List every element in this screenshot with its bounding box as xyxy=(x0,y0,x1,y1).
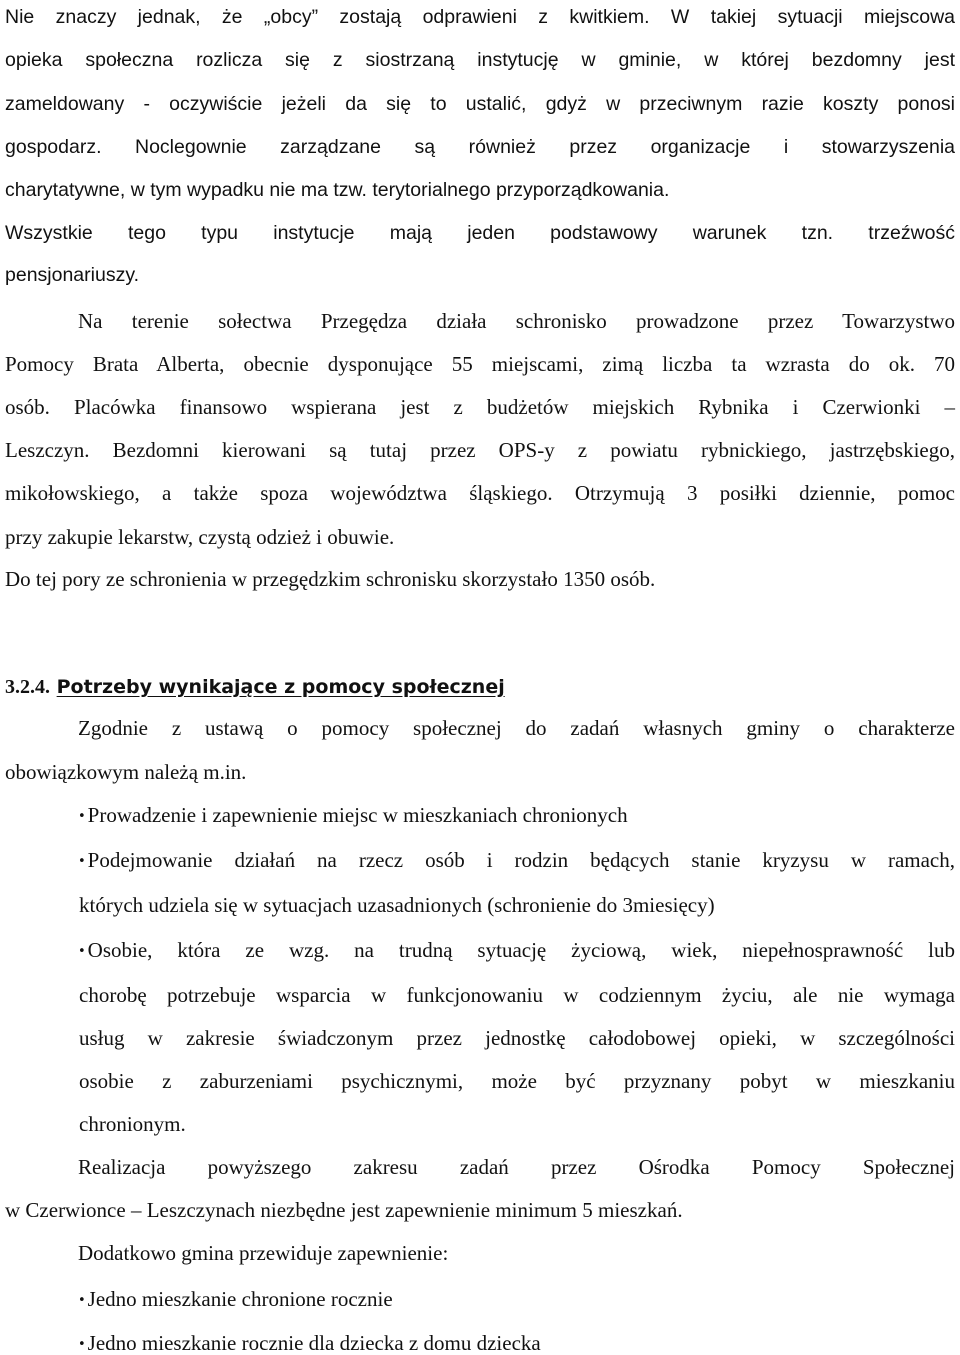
bullet-item-3-continuation-1: chorobę potrzebuje wsparcia w funkcjonowaniu w codziennym życiu, ale nie wymaga xyxy=(79,983,955,1007)
paragraph-a-line-1: Nie znaczy jednak, że „obcy” zostają odprawieni z kwitkiem. W takiej sytuacji miejscowa xyxy=(5,6,955,28)
bullet-icon: • xyxy=(78,1337,86,1352)
realization-line-1: Realizacja powyższego zakresu zadań przez Ośrodka Pomocy Społecznej xyxy=(78,1155,955,1179)
bullet-item-3 xyxy=(78,940,955,961)
additional-lead: Dodatkowo gmina przewiduje zapewnienie: xyxy=(78,1241,449,1265)
paragraph-b-line-7: Do tej pory ze schronienia w przegędzkim schronisku skorzystało 1350 osób. xyxy=(5,567,656,591)
paragraph-a-line-5: charytatywne, w tym wypadku nie ma tzw. terytorialnego przyporządkowania. xyxy=(5,179,670,201)
additional-item-2 xyxy=(78,1333,955,1354)
paragraph-b-line-5: mikołowskiego, a także spoza województwa śląskiego. Otrzymują 3 posiłki dziennie, pomoc xyxy=(5,481,955,505)
intro-line-1: Zgodnie z ustawą o pomocy społecznej do zadań własnych gminy o charakterze xyxy=(78,716,955,740)
bullet-icon: • xyxy=(78,809,86,824)
paragraph-b-line-1: Na terenie sołectwa Przegędza działa schronisko prowadzone przez Towarzystwo xyxy=(78,309,955,333)
paragraph-a-line-4: gospodarz. Noclegownie zarządzane są również przez organizacje i stowarzyszenia xyxy=(5,136,955,158)
bullet-item-3-continuation-3: osobie z zaburzeniami psychicznymi, może być przyznany pobyt w mieszkaniu xyxy=(79,1069,955,1093)
additional-item-1-text: Jedno mieszkanie chronione rocznie xyxy=(87,1287,393,1311)
intro-line-2: obowiązkowym należą m.in. xyxy=(5,760,247,784)
bullet-item-3-continuation-4: chronionym. xyxy=(79,1112,186,1136)
bullet-item-1 xyxy=(78,805,955,826)
section-number: 3.2.4. xyxy=(5,676,50,698)
bullet-item-2-text: Podejmowanie działań na rzecz osób i rodzin będących stanie kryzysu w ramach, xyxy=(87,848,955,872)
bullet-item-3-text: Osobie, która ze wzg. na trudną sytuację życiową, wiek, niepełnosprawność lub xyxy=(87,938,955,962)
paragraph-a-line-2: opieka społeczna rozlicza się z siostrzaną instytucję w gminie, w której bezdomny jest xyxy=(5,49,955,71)
bullet-item-1-text: Prowadzenie i zapewnienie miejsc w mieszkaniach chronionych xyxy=(87,803,628,827)
paragraph-a-line-3: zameldowany - oczywiście jeżeli da się to ustalić, gdyż w przeciwnym razie koszty ponosi xyxy=(5,93,955,115)
bullet-icon: • xyxy=(78,944,86,959)
bullet-icon: • xyxy=(78,854,86,869)
additional-item-1 xyxy=(78,1289,955,1310)
bullet-item-2 xyxy=(78,850,955,871)
bullet-item-3-continuation-2: usług w zakresie świadczonym przez jednostkę całodobowej opieki, w szczególności xyxy=(79,1026,955,1050)
additional-item-2-text: Jedno mieszkanie rocznie dla dziecka z domu dziecka xyxy=(87,1331,541,1355)
bullet-icon: • xyxy=(78,1293,86,1308)
bullet-item-2-continuation-1: których udziela się w sytuacjach uzasadnionych (schronienie do 3miesięcy) xyxy=(79,893,715,917)
paragraph-b-line-2: Pomocy Brata Alberta, obecnie dysponujące 55 miejscami, zimą liczba ta wzrasta do ok. 70 xyxy=(5,352,955,376)
section-heading xyxy=(5,677,505,697)
paragraph-b-line-3: osób. Placówka finansowo wspierana jest z budżetów miejskich Rybnika i Czerwionki – xyxy=(5,395,955,419)
paragraph-b-line-6: przy zakupie lekarstw, czystą odzież i obuwie. xyxy=(5,525,395,549)
section-title: Potrzeby wynikające z pomocy społecznej xyxy=(56,676,505,698)
paragraph-a-line-7: pensjonariuszy. xyxy=(5,264,140,286)
paragraph-a-line-6: Wszystkie tego typu instytucje mają jeden podstawowy warunek tzn. trzeźwość xyxy=(5,222,955,244)
paragraph-b-line-4: Leszczyn. Bezdomni kierowani są tutaj przez OPS-y z powiatu rybnickiego, jastrzębskiego, xyxy=(5,438,955,462)
realization-line-2: w Czerwionce – Leszczynach niezbędne jest zapewnienie minimum 5 mieszkań. xyxy=(5,1198,683,1222)
